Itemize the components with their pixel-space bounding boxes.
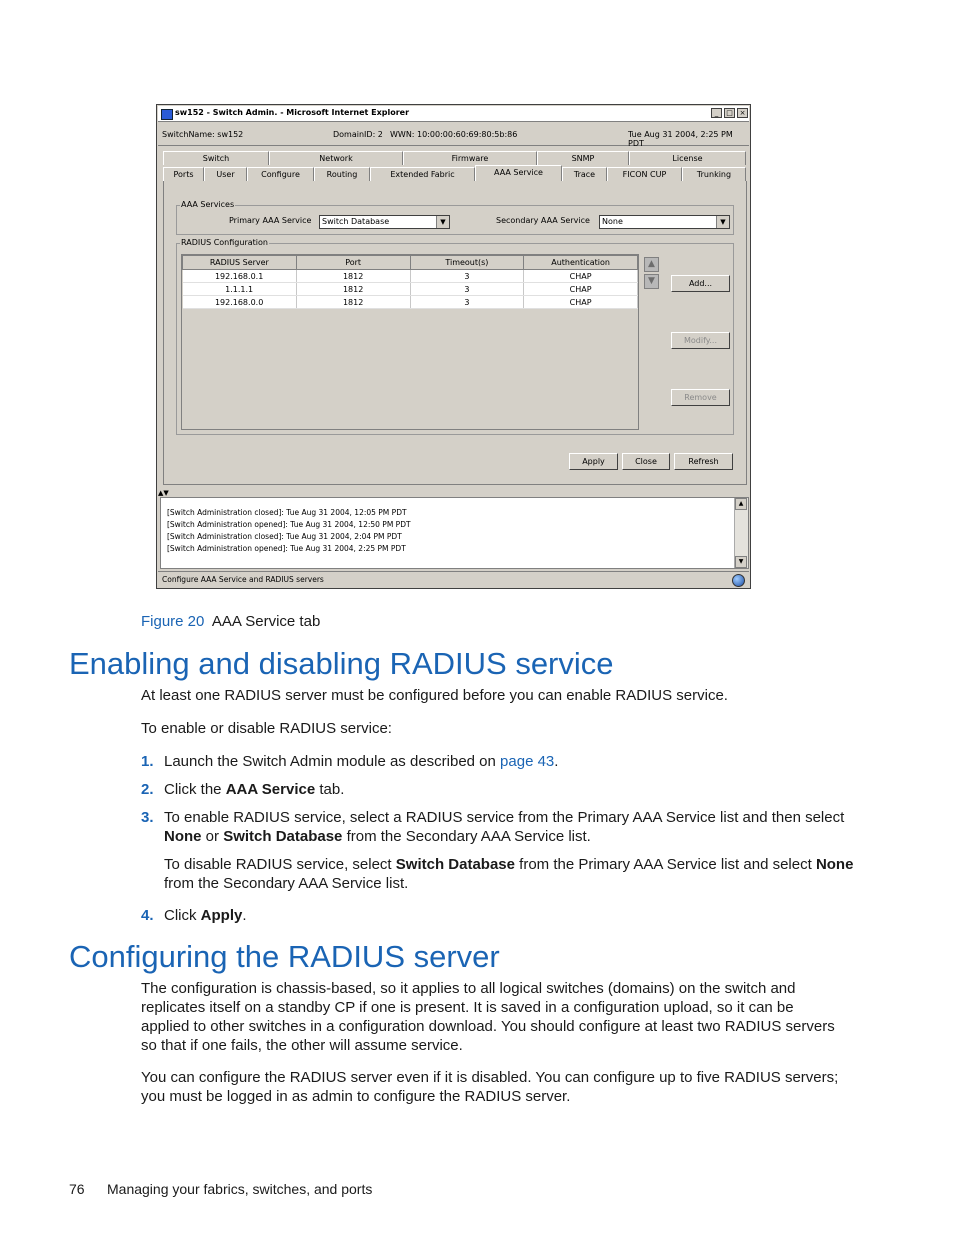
page-link[interactable]: page 43 bbox=[500, 753, 555, 770]
status-text: Configure AAA Service and RADIUS servers bbox=[162, 575, 324, 584]
close-icon[interactable]: × bbox=[737, 108, 748, 118]
modify-button[interactable]: Modify... bbox=[671, 332, 730, 349]
step-bold: Switch Database bbox=[223, 828, 343, 845]
close-button[interactable]: Close bbox=[622, 453, 670, 470]
step-text: . bbox=[242, 907, 247, 924]
log-line: [Switch Administration opened]: Tue Aug 31 2004, 2:25 PM PDT bbox=[167, 544, 406, 553]
tab-aaa-service[interactable]: AAA Service bbox=[475, 165, 562, 181]
window-title: sw152 - Switch Admin. - Microsoft Internet Explorer bbox=[175, 108, 410, 117]
step-text: from the Secondary AAA Service list. bbox=[164, 875, 409, 892]
primary-aaa-label: Primary AAA Service bbox=[229, 216, 312, 225]
cell-auth: CHAP bbox=[524, 296, 638, 309]
tab-network[interactable]: Network bbox=[269, 151, 403, 165]
cell-timeout: 3 bbox=[410, 296, 524, 309]
table-row[interactable] bbox=[183, 270, 638, 283]
para-line: applied to other switches in a configuration download. You should configure at least two RADIUS servers bbox=[141, 1018, 835, 1035]
cell-auth: CHAP bbox=[524, 283, 638, 296]
tab-configure[interactable]: Configure bbox=[247, 167, 314, 181]
step-text: from the Primary AAA Service list and select bbox=[514, 856, 816, 873]
switch-info-bar bbox=[158, 123, 749, 146]
step-text: Click bbox=[164, 907, 201, 924]
status-bar bbox=[158, 571, 749, 588]
col-authentication[interactable]: Authentication bbox=[524, 256, 638, 270]
aaa-services-group bbox=[176, 200, 734, 235]
cell-port: 1812 bbox=[296, 296, 410, 309]
aaa-service-panel bbox=[163, 181, 747, 485]
radius-server-table[interactable] bbox=[181, 254, 639, 430]
cell-server: 192.168.0.1 bbox=[183, 270, 297, 283]
step-bold: Apply bbox=[200, 907, 243, 924]
section-heading-enable: Enabling and disabling RADIUS service bbox=[69, 646, 614, 681]
col-port[interactable]: Port bbox=[296, 256, 410, 270]
wwn: WWN: 10:00:00:60:69:80:5b:86 bbox=[390, 130, 518, 139]
para-line: You can configure the RADIUS server even if it is disabled. You can configure up to five RADIUS servers; bbox=[141, 1069, 839, 1086]
tab-snmp[interactable]: SNMP bbox=[537, 151, 629, 165]
intro-paragraph: At least one RADIUS server must be configured before you can enable RADIUS service. bbox=[141, 687, 728, 704]
footer-text: Managing your fabrics, switches, and ports bbox=[107, 1181, 373, 1197]
para-line: The configuration is chassis-based, so it applies to all logical switches (domains) on the switch and bbox=[141, 980, 796, 997]
para-line: you must be logged in as admin to configure the RADIUS server. bbox=[141, 1088, 571, 1105]
table-row[interactable] bbox=[183, 283, 638, 296]
config-paragraph-2 bbox=[141, 1068, 851, 1106]
chevron-down-icon: ▼ bbox=[716, 216, 729, 228]
secondary-aaa-label: Secondary AAA Service bbox=[496, 216, 590, 225]
secondary-aaa-select[interactable] bbox=[599, 215, 730, 229]
step-text: tab. bbox=[315, 781, 345, 798]
tab-trace[interactable]: Trace bbox=[562, 167, 607, 181]
cell-timeout: 3 bbox=[410, 270, 524, 283]
scroll-up-icon[interactable]: ▲ bbox=[735, 498, 747, 510]
tab-row-1 bbox=[163, 151, 746, 166]
cell-port: 1812 bbox=[296, 283, 410, 296]
minimize-icon[interactable]: _ bbox=[711, 108, 722, 118]
scroll-down-icon[interactable]: ▼ bbox=[735, 556, 747, 568]
col-radius-server[interactable]: RADIUS Server bbox=[183, 256, 297, 270]
switch-datetime: Tue Aug 31 2004, 2:25 PM PDT bbox=[628, 130, 733, 148]
add-button[interactable]: Add... bbox=[671, 275, 730, 292]
tab-routing[interactable]: Routing bbox=[314, 167, 370, 181]
cell-port: 1812 bbox=[296, 270, 410, 283]
step-text: Launch the Switch Admin module as described on bbox=[164, 753, 501, 770]
figure-caption bbox=[141, 613, 320, 630]
step-bold: None bbox=[815, 856, 854, 873]
step-text: from the Secondary AAA Service list. bbox=[342, 828, 591, 845]
primary-aaa-value: Switch Database bbox=[322, 217, 390, 226]
domain-id: DomainID: 2 bbox=[333, 130, 383, 139]
step-text: To disable RADIUS service, select bbox=[164, 856, 396, 873]
figure-number: Figure 20 bbox=[141, 613, 205, 630]
step-bold: None bbox=[164, 828, 202, 845]
switch-name: SwitchName: sw152 bbox=[162, 130, 244, 139]
cell-server: 1.1.1.1 bbox=[183, 283, 297, 296]
config-paragraph-1 bbox=[141, 979, 851, 1055]
remove-button[interactable]: Remove bbox=[671, 389, 730, 406]
chevron-down-icon: ▼ bbox=[436, 216, 449, 228]
globe-icon bbox=[732, 574, 745, 587]
col-timeout[interactable]: Timeout(s) bbox=[410, 256, 524, 270]
step-punct: . bbox=[554, 753, 559, 770]
tab-firmware[interactable]: Firmware bbox=[403, 151, 537, 165]
step-bold: AAA Service bbox=[225, 781, 316, 798]
radius-config-label: RADIUS Configuration bbox=[181, 238, 268, 247]
step-number: 2. bbox=[141, 781, 154, 798]
table-header-row bbox=[183, 256, 638, 270]
move-up-icon[interactable]: ▲ bbox=[644, 257, 659, 272]
cell-server: 192.168.0.0 bbox=[183, 296, 297, 309]
tab-ports[interactable]: Ports bbox=[163, 167, 204, 181]
log-line: [Switch Administration closed]: Tue Aug 31 2004, 2:04 PM PDT bbox=[167, 532, 402, 541]
event-log bbox=[160, 497, 749, 569]
section-heading-configure: Configuring the RADIUS server bbox=[69, 939, 500, 974]
step-text: or bbox=[201, 828, 224, 845]
tab-extended-fabric[interactable]: Extended Fabric bbox=[370, 167, 475, 181]
primary-aaa-select[interactable] bbox=[319, 215, 450, 229]
tab-row-2 bbox=[163, 167, 746, 182]
table-row[interactable] bbox=[183, 296, 638, 309]
apply-button[interactable]: Apply bbox=[569, 453, 618, 470]
step-bold: Switch Database bbox=[395, 856, 515, 873]
secondary-aaa-value: None bbox=[602, 217, 623, 226]
splitter-arrows-icon[interactable]: ▲▼ bbox=[158, 489, 169, 497]
switch-admin-window bbox=[156, 104, 751, 589]
page-number: 76 bbox=[69, 1181, 85, 1197]
title-bar bbox=[158, 106, 749, 122]
tab-trunking[interactable]: Trunking bbox=[682, 167, 746, 181]
para-line: so that if one fails, the other will assume service. bbox=[141, 1037, 463, 1054]
step-number: 3. bbox=[141, 809, 154, 826]
para-line: replicates itself on a standby CP if one is present. It is saved in a configuration upload, so it can be bbox=[141, 999, 794, 1016]
aaa-services-label: AAA Services bbox=[181, 200, 235, 209]
step-text: To enable RADIUS service, select a RADIUS service from the Primary AAA Service list and then select bbox=[164, 809, 845, 826]
step-number: 1. bbox=[141, 753, 154, 770]
lead-paragraph: To enable or disable RADIUS service: bbox=[141, 720, 392, 737]
radius-config-group bbox=[176, 238, 734, 435]
tab-license[interactable]: License bbox=[629, 151, 746, 165]
browser-app-icon bbox=[161, 109, 173, 120]
log-scrollbar[interactable] bbox=[734, 498, 748, 568]
move-down-icon[interactable]: ▼ bbox=[644, 274, 659, 289]
tab-ficon-cup[interactable]: FICON CUP bbox=[607, 167, 682, 181]
refresh-button[interactable]: Refresh bbox=[674, 453, 733, 470]
cell-timeout: 3 bbox=[410, 283, 524, 296]
tab-user[interactable]: User bbox=[204, 167, 247, 181]
step-number: 4. bbox=[141, 907, 154, 924]
log-line: [Switch Administration closed]: Tue Aug 31 2004, 12:05 PM PDT bbox=[167, 508, 407, 517]
log-line: [Switch Administration opened]: Tue Aug 31 2004, 12:50 PM PDT bbox=[167, 520, 411, 529]
cell-auth: CHAP bbox=[524, 270, 638, 283]
tab-switch[interactable]: Switch bbox=[163, 151, 269, 165]
maximize-icon[interactable]: □ bbox=[724, 108, 735, 118]
step-text: Click the bbox=[164, 781, 226, 798]
figure-title: AAA Service tab bbox=[211, 613, 321, 630]
